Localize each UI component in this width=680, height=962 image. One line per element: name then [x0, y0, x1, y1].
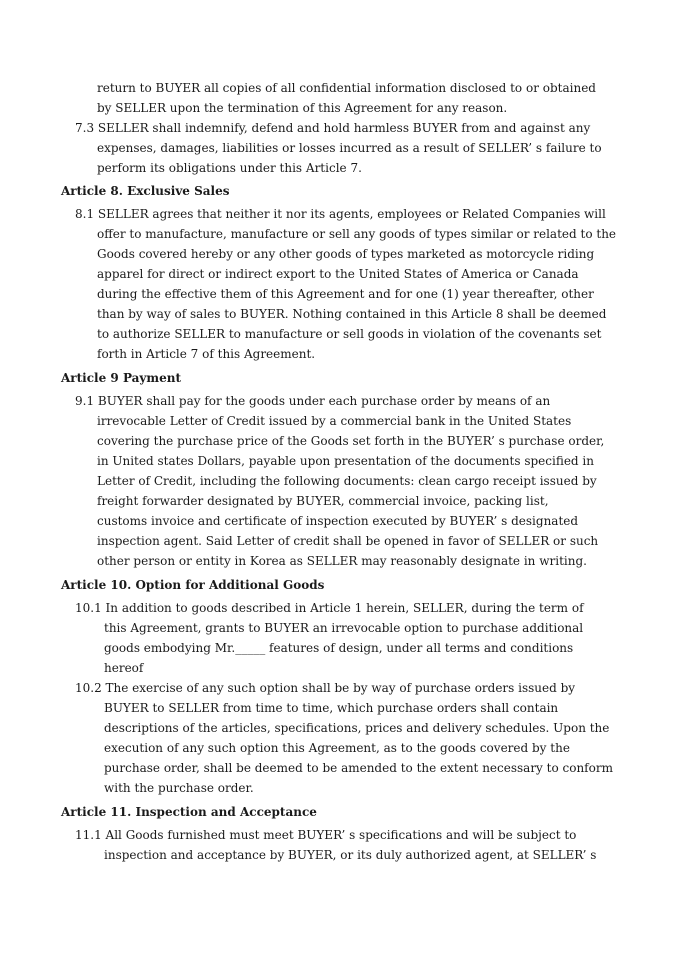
text-line: 9.1 BUYER shall pay for the goods under each purchase order by means of an: [75, 394, 551, 408]
text-line: covering the purchase price of the Goods set forth in the BUYER’ s purchase order,: [97, 434, 605, 448]
text-line: Goods covered hereby or any other goods of types marketed as motorcycle riding: [97, 247, 595, 261]
text-line: hereof: [104, 661, 144, 675]
text-line: offer to manufacture, manufacture or sell any goods of types similar or related to the: [97, 227, 617, 241]
text-line: other person or entity in Korea as SELLER may reasonably designate in writing.: [97, 554, 587, 568]
text-line: expenses, damages, liabilities or losses incurred as a result of SELLER’ s failure to: [97, 141, 602, 155]
article-heading: Article 10. Option for Additional Goods: [61, 578, 325, 592]
text-line: customs invoice and certificate of inspection executed by BUYER’ s designated: [97, 514, 579, 528]
text-line: 8.1 SELLER agrees that neither it nor its agents, employees or Related Companies will: [75, 207, 606, 221]
text-line: forth in Article 7 of this Agreement.: [97, 347, 316, 361]
text-line: freight forwarder designated by BUYER, commercial invoice, packing list,: [97, 494, 549, 508]
article-heading: Article 9 Payment: [61, 371, 181, 385]
text-line: 11.1 All Goods furnished must meet BUYER’ s specifications and will be subject to: [75, 828, 577, 842]
text-line: irrevocable Letter of Credit issued by a commercial bank in the United States: [97, 414, 572, 428]
article-heading: Article 11. Inspection and Acceptance: [61, 805, 317, 819]
text-line: during the effective them of this Agreement and for one (1) year thereafter, other: [97, 287, 594, 301]
text-line: inspection agent. Said Letter of credit shall be opened in favor of SELLER or such: [97, 534, 599, 548]
text-line: than by way of sales to BUYER. Nothing contained in this Article 8 shall be deemed: [97, 307, 607, 321]
text-line: with the purchase order.: [104, 781, 254, 795]
text-line: 10.2 The exercise of any such option shall be by way of purchase orders issued by: [75, 681, 576, 695]
text-line: goods embodying Mr._____ features of design, under all terms and conditions: [104, 641, 574, 655]
text-line: in United states Dollars, payable upon presentation of the documents specified in: [97, 454, 594, 468]
text-line: by SELLER upon the termination of this Agreement for any reason.: [97, 101, 508, 115]
text-line: purchase order, shall be deemed to be amended to the extent necessary to conform: [104, 761, 613, 775]
text-line: to authorize SELLER to manufacture or sell goods in violation of the covenants set: [97, 327, 602, 341]
text-line: Letter of Credit, including the following documents: clean cargo receipt issued by: [97, 474, 597, 488]
text-line: 10.1 In addition to goods described in Article 1 herein, SELLER, during the term of: [75, 601, 584, 615]
text-line: inspection and acceptance by BUYER, or its duly authorized agent, at SELLER’ s: [104, 848, 597, 862]
article-heading: Article 8. Exclusive Sales: [61, 184, 230, 198]
text-line: 7.3 SELLER shall indemnify, defend and hold harmless BUYER from and against any: [75, 121, 591, 135]
text-line: this Agreement, grants to BUYER an irrevocable option to purchase additional: [104, 621, 584, 635]
text-line: execution of any such option this Agreement, as to the goods covered by the: [104, 741, 570, 755]
text-line: apparel for direct or indirect export to the United States of America or Canada: [97, 267, 579, 281]
text-line: return to BUYER all copies of all confidential information disclosed to or obtained: [97, 81, 596, 95]
text-line: BUYER to SELLER from time to time, which purchase orders shall contain: [104, 701, 559, 715]
text-line: descriptions of the articles, specifications, prices and delivery schedules. Upon the: [104, 721, 610, 735]
text-line: perform its obligations under this Article 7.: [97, 161, 362, 175]
